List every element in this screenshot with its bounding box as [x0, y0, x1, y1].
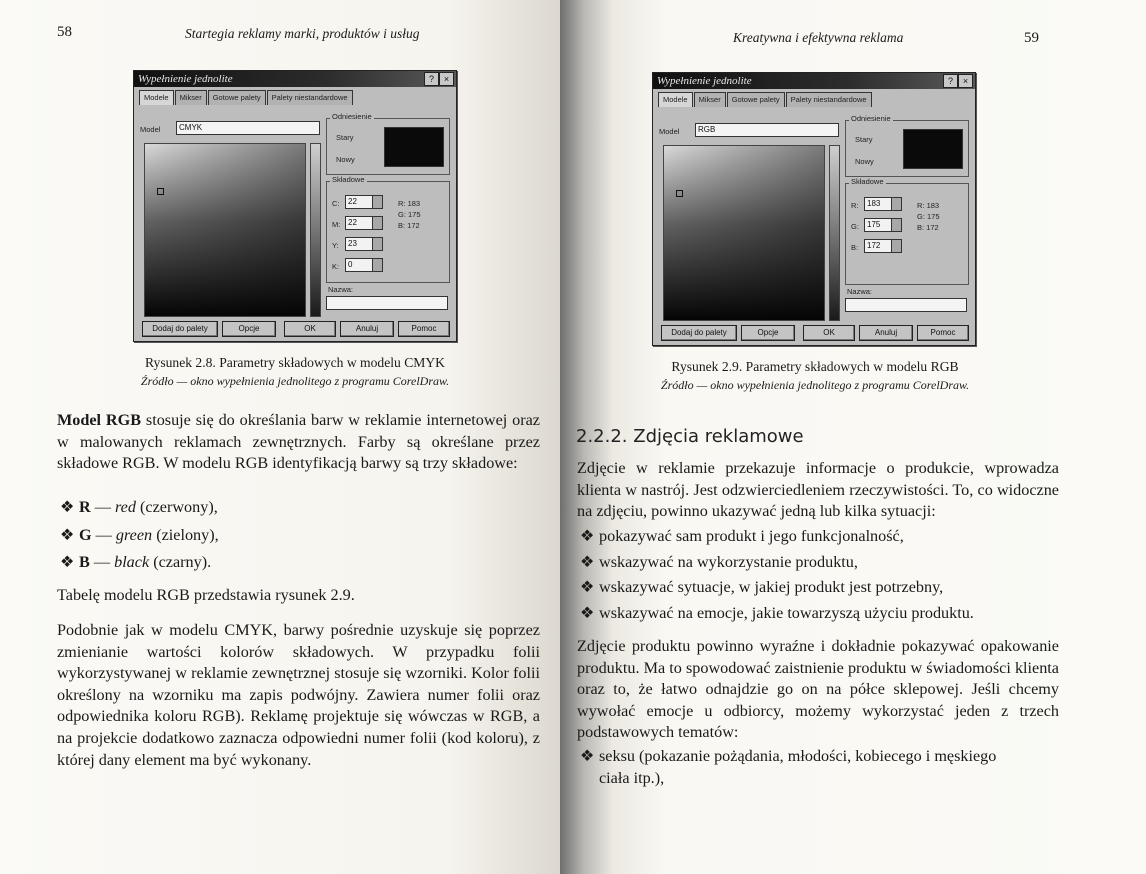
b-value: 172: [867, 241, 881, 250]
bullet-icon: ❖: [60, 498, 75, 516]
g-label: G:: [851, 222, 859, 231]
caption-text: Rysunek 2.8. Parametry składowych w modelu CMYK: [145, 355, 445, 370]
g-spin-arrows[interactable]: [891, 218, 902, 232]
paragraph-table-ref: Tabelę modelu RGB przedstawia rysunek 2.9.: [57, 586, 355, 604]
g-spinbox[interactable]: [864, 218, 902, 232]
r-label: R:: [851, 201, 859, 210]
running-head-right: Kreatywna i efektywna reklama: [733, 30, 904, 45]
m-spinbox[interactable]: [345, 216, 383, 230]
caption-source: Źródło — okno wypełnienia jednolitego z programu CorelDraw.: [660, 378, 970, 392]
hue-slider[interactable]: [829, 145, 840, 321]
bullet-icon: ❖: [60, 553, 75, 572]
component-term: green: [115, 525, 153, 544]
model-label: Model: [140, 125, 161, 134]
m-label: M:: [332, 220, 341, 229]
theme-text: seksu (pokazanie pożądania, młodości, kobiecego i męskiego ciała itp.),: [599, 747, 997, 787]
model-label: Model: [659, 127, 680, 136]
component-gloss: (czarny).: [149, 553, 212, 572]
old-color-label: Stary: [855, 135, 873, 144]
dialog-tabs: [139, 90, 354, 105]
component-letter: B: [79, 553, 90, 572]
components-group-label: Składowe: [851, 177, 884, 186]
y-spin-arrows[interactable]: [372, 237, 383, 251]
component-term: red: [114, 498, 136, 516]
situation-text: pokazywać sam produkt i jego funkcjonalność,: [599, 527, 904, 545]
dialog-titlebar: [134, 71, 456, 87]
caption-text: Rysunek 2.9. Parametry składowych w modelu RGB: [671, 359, 959, 374]
rgb-readout-r: R: 183: [398, 199, 421, 208]
old-color-label: Stary: [336, 133, 354, 142]
page-number-right: 59: [1024, 30, 1039, 46]
name-label: Nazwa:: [847, 287, 873, 296]
b-spin-arrows[interactable]: [891, 239, 902, 253]
close-title-button[interactable]: ×: [439, 72, 454, 86]
bullet-icon: ❖: [60, 525, 75, 544]
options-button[interactable]: Opcje: [741, 325, 795, 341]
rgb-readout-b: B: 172: [917, 223, 939, 232]
intro-text: stosuje się do określania barw w reklamie internetowej oraz w malowanych reklamach zewnętrznych. Farby są określane przez składowe RGB. W modelu RGB identyfikacją barwy są trzy składowe:: [57, 411, 540, 473]
component-gloss: (czerwony),: [135, 498, 218, 516]
r-value: 183: [867, 199, 881, 208]
model-select[interactable]: RGB: [695, 123, 839, 137]
name-field[interactable]: [845, 298, 967, 312]
component-sep: —: [89, 553, 115, 572]
c-spin-arrows[interactable]: [372, 195, 383, 209]
list-item: [57, 552, 540, 574]
b-label: B:: [851, 243, 859, 252]
tab-custom-palettes[interactable]: Palety niestandardowe: [786, 92, 872, 107]
rgb-readout-r: R: 183: [917, 201, 940, 210]
tab-ready-palettes[interactable]: Gotowe palety: [727, 92, 785, 107]
list-item: [577, 526, 1059, 548]
dialog-title: Wypełnienie jednolite: [138, 73, 233, 85]
component-sep: —: [91, 525, 116, 544]
y-spinbox[interactable]: [345, 237, 383, 251]
b-spinbox[interactable]: [864, 239, 902, 253]
options-button[interactable]: Opcje: [222, 321, 276, 337]
tab-mixer[interactable]: Mikser: [694, 92, 726, 107]
list-item: [57, 525, 540, 547]
right-page: [560, 0, 1146, 874]
themes-list: [577, 746, 1017, 789]
bullet-icon: ❖: [580, 747, 595, 765]
component-letter: R: [79, 498, 91, 516]
list-item: [57, 497, 540, 519]
rgb-readout-g: G: 175: [917, 212, 940, 221]
add-to-palette-button[interactable]: Dodaj do palety: [661, 325, 737, 341]
paragraph-folie: Podobnie jak w modelu CMYK, barwy pośrednie uzyskuje się poprzez zmienianie wartości kolorów składowych. W przypadku folii wykorzystywanej w reklamie zewnętrznej stosuje się wzorniki. Kolor folii określony na wzorniku ma zapis podwójny. Zawiera numer folii oraz odpowiednika koloru RGB). Reklamę projektuje się wówczas w RGB, a na projekcie dodatkowo zaznacza odpowiedni numer folii (kod koloru), z której dany element ma być wykonany.: [57, 621, 540, 769]
color-gradient-picker[interactable]: [663, 145, 825, 321]
new-color-label: Nowy: [855, 157, 874, 166]
tab-custom-palettes[interactable]: Palety niestandardowe: [267, 90, 353, 105]
situations-list: [577, 526, 1059, 624]
c-spinbox[interactable]: [345, 195, 383, 209]
rgb-readout-b: B: 172: [398, 221, 420, 230]
color-marker[interactable]: [157, 188, 164, 195]
component-term: black: [114, 553, 150, 572]
new-color-label: Nowy: [336, 155, 355, 164]
add-to-palette-button[interactable]: Dodaj do palety: [142, 321, 218, 337]
color-preview-swatch: [384, 127, 444, 167]
tab-ready-palettes[interactable]: Gotowe palety: [208, 90, 266, 105]
component-gloss: (zielony),: [152, 525, 219, 544]
c-value: 22: [348, 197, 357, 206]
y-value: 23: [348, 239, 357, 248]
situation-text: wskazywać na wykorzystanie produktu,: [599, 552, 858, 571]
rgb-fill-dialog: [652, 72, 976, 346]
model-select[interactable]: CMYK: [176, 121, 320, 135]
k-spinbox[interactable]: [345, 258, 383, 272]
hue-slider[interactable]: [310, 143, 321, 317]
close-title-button[interactable]: ×: [958, 74, 973, 88]
page-number-left: 58: [57, 24, 72, 40]
r-spinbox[interactable]: [864, 197, 902, 211]
tab-mixer[interactable]: Mikser: [175, 90, 207, 105]
figure-caption-left: [80, 354, 510, 390]
cmyk-fill-dialog: [133, 70, 457, 342]
rgb-readout-g: G: 175: [398, 210, 421, 219]
dialog-title: Wypełnienie jednolite: [657, 75, 752, 87]
bullet-icon: ❖: [580, 603, 595, 622]
dialog-titlebar: [653, 73, 975, 89]
running-head-left: Startegia reklamy marki, produktów i usług: [185, 26, 420, 41]
dialog-tabs: [658, 92, 873, 107]
bullet-icon: ❖: [580, 578, 595, 597]
y-label: Y:: [332, 241, 339, 250]
reference-group-label: Odniesienie: [851, 114, 891, 123]
paragraph-produkt: Zdjęcie produktu powinno wyraźne i dokładnie pokazywać opakowanie produktu. Ma to spowodować zaistnienie produktu w świadomości klienta oraz to, że łatwo odnajdzie go on na półce sklepowej. Jeśli chcemy wywołać emocje u odbiorcy, możemy wykorzystać jeden z trzech podstawowych tematów:: [577, 637, 1059, 742]
bullet-icon: ❖: [580, 527, 595, 545]
caption-source: Źródło — okno wypełnienia jednolitego z programu CorelDraw.: [140, 374, 450, 388]
tab-models[interactable]: Modele: [658, 92, 693, 107]
help-title-button[interactable]: ?: [943, 74, 958, 88]
list-item: [577, 577, 1059, 599]
left-page: [0, 0, 560, 874]
c-label: C:: [332, 199, 340, 208]
cancel-button[interactable]: Anuluj: [340, 321, 394, 337]
situation-text: wskazywać sytuacje, w jakiej produkt jest potrzebny,: [599, 578, 944, 597]
bullet-icon: ❖: [580, 552, 595, 571]
ok-button[interactable]: OK: [803, 325, 855, 341]
rgb-component-list: [57, 497, 540, 574]
list-item: [577, 603, 1059, 625]
m-spin-arrows[interactable]: [372, 216, 383, 230]
k-value: 0: [348, 260, 353, 269]
help-title-button[interactable]: ?: [424, 72, 439, 86]
paragraph-zdjecie: Zdjęcie w reklamie przekazuje informacje o produkcie, wprowadza klienta w nastrój. Jest odzwierciedleniem rzeczywistości. To, co widoczne na zdjęciu, powinno ukazywać jedną lub kilka sytuacji:: [577, 459, 1059, 521]
tab-models[interactable]: Modele: [139, 90, 174, 105]
cancel-button[interactable]: Anuluj: [859, 325, 913, 341]
intro-bold-term: Model RGB: [57, 411, 142, 429]
list-item: [577, 746, 1017, 789]
g-value: 175: [867, 220, 881, 229]
r-spin-arrows[interactable]: [891, 197, 902, 211]
m-value: 22: [348, 218, 357, 227]
name-label: Nazwa:: [328, 285, 354, 294]
component-sep: —: [90, 498, 115, 516]
figure-caption-right: [600, 358, 1030, 394]
section-heading: 2.2.2. Zdjęcia reklamowe: [576, 426, 804, 447]
color-preview-swatch: [903, 129, 963, 169]
k-label: K:: [332, 262, 340, 271]
paragraph-rgb-intro: [57, 410, 540, 475]
help-button[interactable]: Pomoc: [917, 325, 969, 341]
color-gradient-picker[interactable]: [144, 143, 306, 317]
list-item: [577, 552, 1059, 574]
ok-button[interactable]: OK: [284, 321, 336, 337]
color-marker[interactable]: [676, 190, 683, 197]
name-field[interactable]: [326, 296, 448, 310]
component-letter: G: [79, 525, 92, 544]
help-button[interactable]: Pomoc: [398, 321, 450, 337]
k-spin-arrows[interactable]: [372, 258, 383, 272]
reference-group-label: Odniesienie: [332, 112, 372, 121]
components-group-label: Składowe: [332, 175, 365, 184]
situation-text: wskazywać na emocje, jakie towarzyszą użyciu produktu.: [599, 603, 974, 622]
